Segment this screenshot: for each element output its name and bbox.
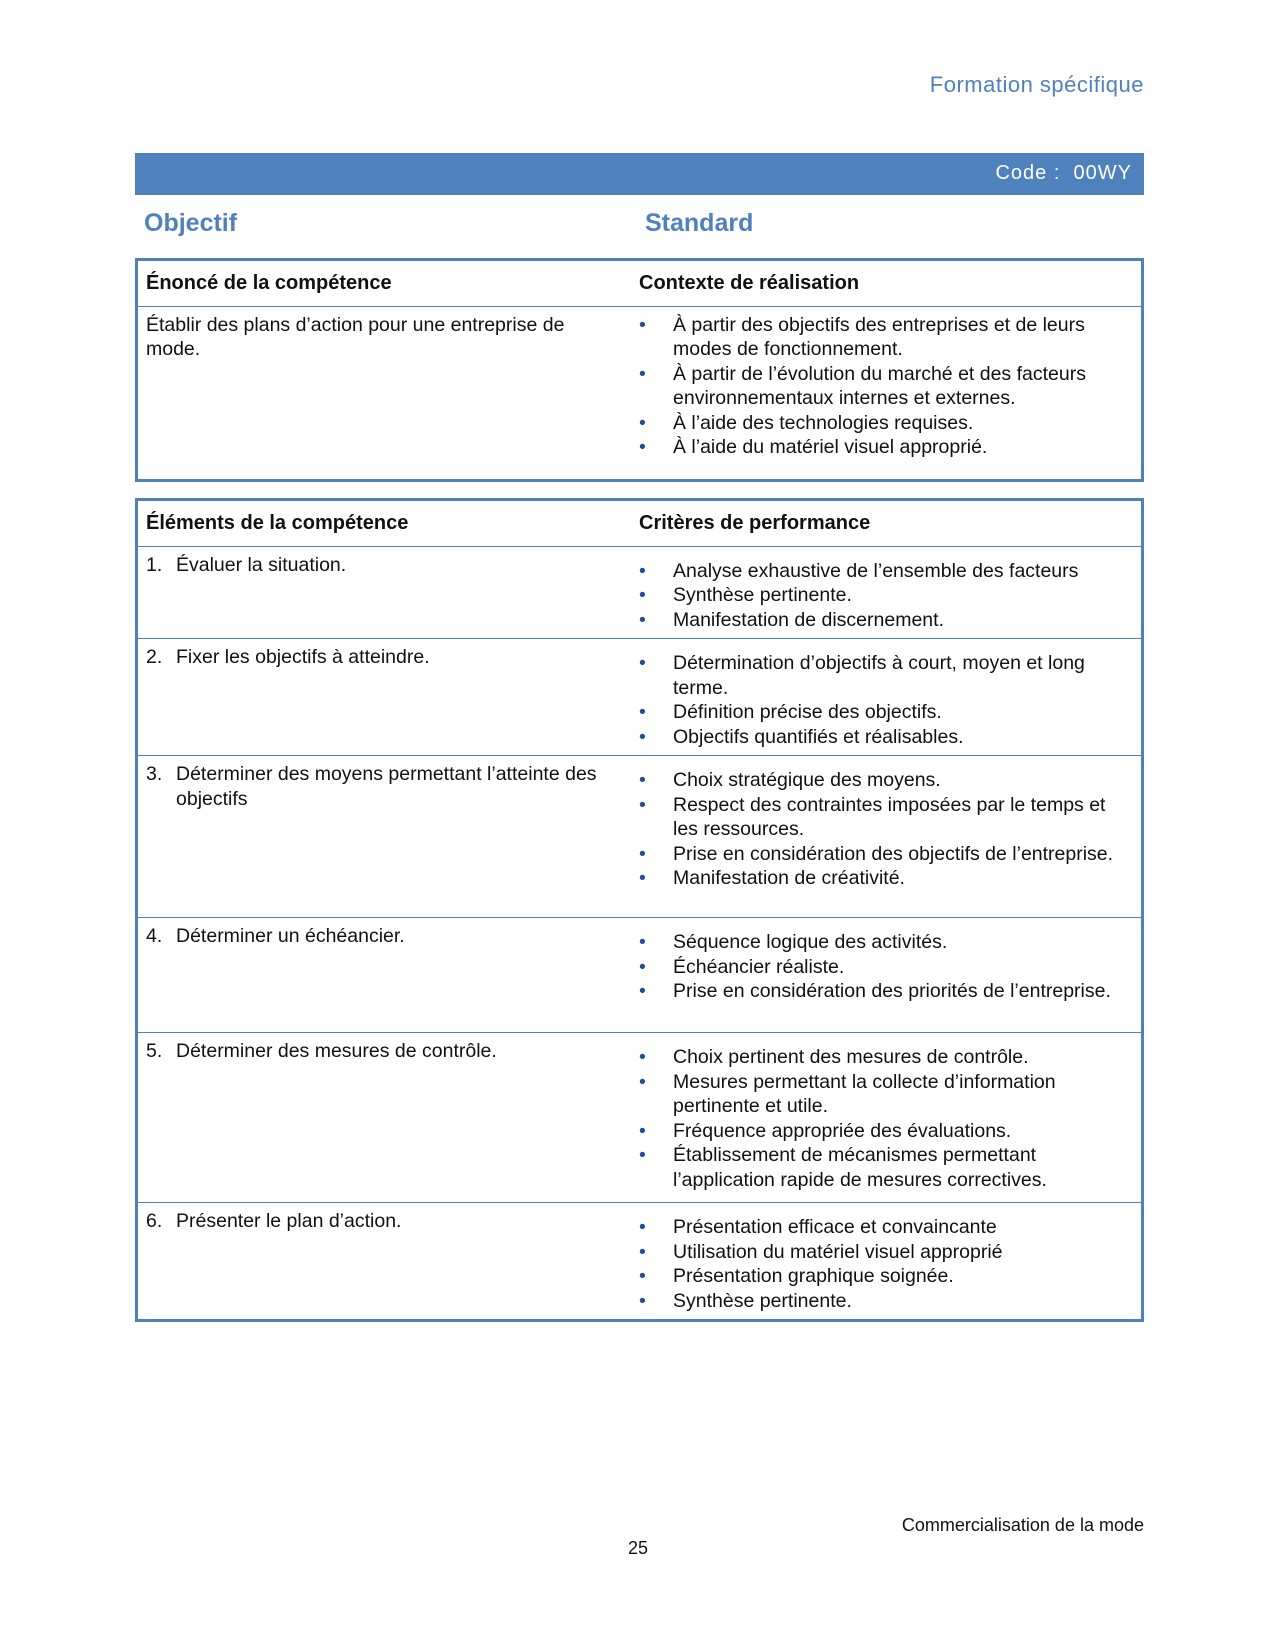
enonce-text: Établir des plans d’action pour une entreprise de mode. bbox=[137, 306, 632, 481]
element-number: 5. bbox=[146, 1040, 163, 1062]
contexte-item: • À l’aide des technologies requises. bbox=[639, 411, 1133, 436]
contexte-item: • À l’aide du matériel visuel approprié. bbox=[639, 435, 1133, 460]
element-text: Déterminer un échéancier. bbox=[176, 925, 405, 947]
criteria-item: • Détermination d’objectifs à court, moyen et long terme. bbox=[639, 651, 1133, 700]
table-row bbox=[137, 1203, 1143, 1321]
code-bar bbox=[135, 153, 1144, 195]
section-standard: Standard bbox=[645, 209, 754, 237]
code-value: 00WY bbox=[1073, 162, 1132, 184]
element-number: 3. bbox=[146, 763, 163, 785]
element-text: Présenter le plan d’action. bbox=[176, 1210, 402, 1232]
criteria-list bbox=[639, 768, 1133, 891]
element-text: Fixer les objectifs à atteindre. bbox=[176, 646, 430, 668]
table-row bbox=[137, 918, 1143, 1033]
criteria-item: • Fréquence appropriée des évaluations. bbox=[639, 1119, 1133, 1144]
table-row bbox=[137, 756, 1143, 918]
criteria-item: • Choix stratégique des moyens. bbox=[639, 768, 1133, 793]
criteria-item: • Prise en considération des priorités de l’entreprise. bbox=[639, 979, 1133, 1004]
element-text: Déterminer des moyens permettant l’atteinte des objectifs bbox=[176, 763, 597, 810]
criteria-item: • Objectifs quantifiés et réalisables. bbox=[639, 725, 1133, 750]
criteria-item: • Analyse exhaustive de l’ensemble des facteurs bbox=[639, 559, 1133, 584]
criteria-item: • Séquence logique des activités. bbox=[639, 930, 1133, 955]
footer-program: Commercialisation de la mode bbox=[901, 1515, 1144, 1535]
elements-table bbox=[135, 498, 1144, 1322]
criteria-item: • Présentation efficace et convaincante bbox=[639, 1215, 1133, 1240]
table-row bbox=[137, 639, 1143, 756]
criteria-item: • Définition précise des objectifs. bbox=[639, 700, 1133, 725]
criteria-item: • Choix pertinent des mesures de contrôle. bbox=[639, 1045, 1133, 1070]
element-number: 4. bbox=[146, 925, 163, 947]
criteria-list bbox=[639, 1045, 1133, 1192]
element-number: 6. bbox=[146, 1210, 163, 1232]
contexte-item: • À partir des objectifs des entreprises et de leurs modes de fonctionnement. bbox=[639, 313, 1133, 362]
header-title: Formation spécifique bbox=[929, 72, 1144, 97]
criteria-item: • Mesures permettant la collecte d’information pertinente et utile. bbox=[639, 1070, 1133, 1119]
criteria-item: • Prise en considération des objectifs de l’entreprise. bbox=[639, 842, 1133, 867]
section-objectif: Objectif bbox=[144, 209, 238, 237]
criteria-list bbox=[639, 1215, 1133, 1313]
element-number: 1. bbox=[146, 553, 163, 576]
criteria-item: • Synthèse pertinente. bbox=[639, 583, 1133, 608]
competence-table bbox=[135, 258, 1144, 482]
criteria-item: • Manifestation de discernement. bbox=[639, 608, 1133, 633]
code-label: Code : bbox=[995, 162, 1061, 184]
criteria-item: • Établissement de mécanismes permettant l’application rapide de mesures correctives. bbox=[639, 1143, 1133, 1192]
criteria-item: • Utilisation du matériel visuel approprié bbox=[639, 1240, 1133, 1265]
element-number: 2. bbox=[146, 646, 163, 668]
element-text: Évaluer la situation. bbox=[176, 553, 347, 576]
page-number: 25 bbox=[628, 1538, 649, 1558]
col-header-criteres: Critères de performance bbox=[639, 512, 871, 534]
criteria-item: • Présentation graphique soignée. bbox=[639, 1264, 1133, 1289]
col-header-contexte: Contexte de réalisation bbox=[639, 272, 860, 294]
criteria-item: • Échéancier réaliste. bbox=[639, 955, 1133, 980]
table-row bbox=[137, 546, 1143, 639]
col-header-enonce: Énoncé de la compétence bbox=[146, 272, 392, 294]
criteria-list bbox=[639, 651, 1133, 749]
criteria-item: • Manifestation de créativité. bbox=[639, 866, 1133, 891]
criteria-item: • Respect des contraintes imposées par le temps et les ressources. bbox=[639, 793, 1133, 842]
contexte-item: • À partir de l’évolution du marché et des facteurs environnementaux internes et externes. bbox=[639, 362, 1133, 411]
element-text: Déterminer des mesures de contrôle. bbox=[176, 1040, 497, 1062]
col-header-elements: Éléments de la compétence bbox=[146, 512, 409, 534]
criteria-item: • Synthèse pertinente. bbox=[639, 1289, 1133, 1314]
criteria-list bbox=[639, 559, 1133, 633]
criteria-list bbox=[639, 930, 1133, 1004]
table-row bbox=[137, 1033, 1143, 1203]
contexte-list bbox=[639, 313, 1133, 460]
